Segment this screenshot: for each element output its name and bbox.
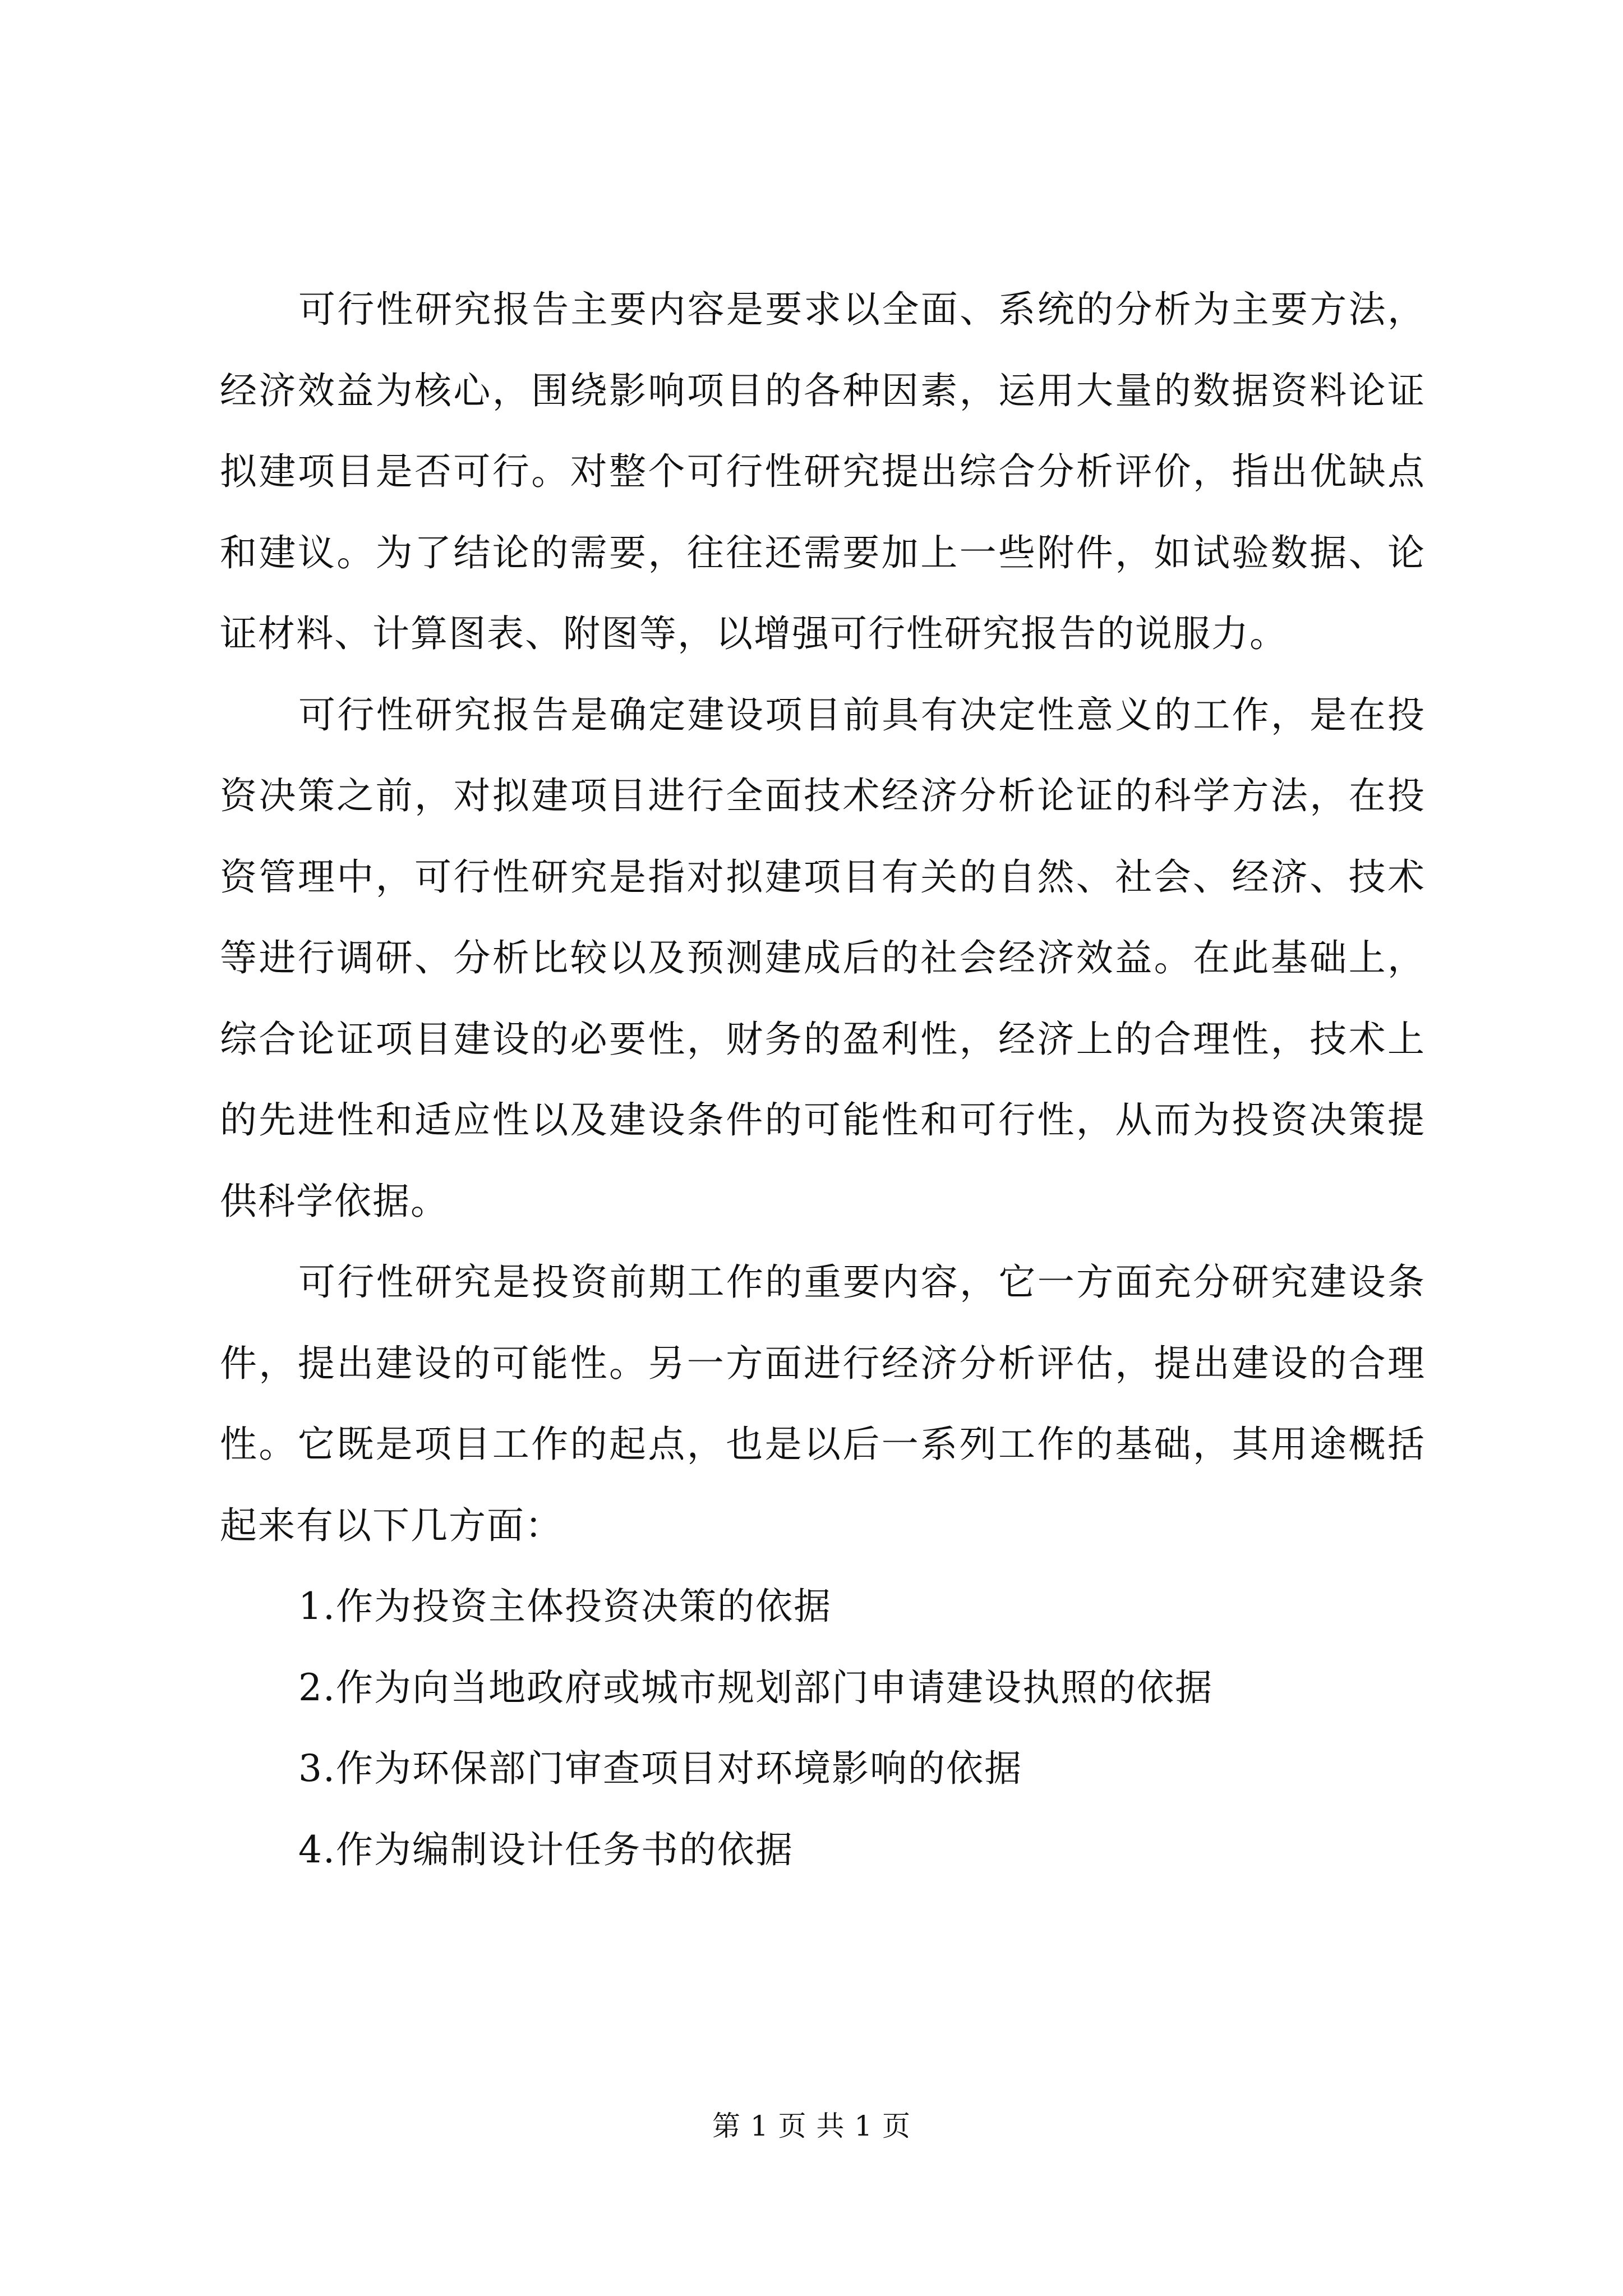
list-item: 4.作为编制设计任务书的依据 <box>298 1828 794 1871</box>
usage-list <box>220 1566 1426 1890</box>
page-footer: 第 1 页 共 1 页 <box>712 2110 911 2142</box>
list-item: 1.作为投资主体投资决策的依据 <box>298 1585 832 1628</box>
document-body <box>220 269 1426 1890</box>
list-item: 3.作为环保部门审查项目对环境影响的依据 <box>298 1747 1022 1790</box>
paragraph-3: 可行性研究是投资前期工作的重要内容，它一方面充分研究建设条件，提出建设的可能性。另一方面进行经济分析评估，提出建设的合理性。它既是项目工作的起点，也是以后一系列工作的基础，其用途概括起来有以下几方面： <box>220 1260 1426 1547</box>
paragraph-2: 可行性研究报告是确定建设项目前具有决定性意义的工作，是在投资决策之前，对拟建项目进行全面技术经济分析论证的科学方法，在投资管理中，可行性研究是指对拟建项目有关的自然、社会、经济、技术等进行调研、分析比较以及预测建成后的社会经济效益。在此基础上，综合论证项目建设的必要性，财务的盈利性，经济上的合理性，技术上的先进性和适应性以及建设条件的可能性和可行性，从而为投资决策提供科学依据。 <box>220 693 1426 1223</box>
list-item: 2.作为向当地政府或城市规划部门申请建设执照的依据 <box>298 1665 1213 1709</box>
paragraph-1: 可行性研究报告主要内容是要求以全面、系统的分析为主要方法，经济效益为核心，围绕影响项目的各种因素，运用大量的数据资料论证拟建项目是否可行。对整个可行性研究提出综合分析评价，指出优缺点和建议。为了结论的需要，往往还需要加上一些附件，如试验数据、论证材料、计算图表、附图等，以增强可行性研究报告的说服力。 <box>220 288 1426 655</box>
